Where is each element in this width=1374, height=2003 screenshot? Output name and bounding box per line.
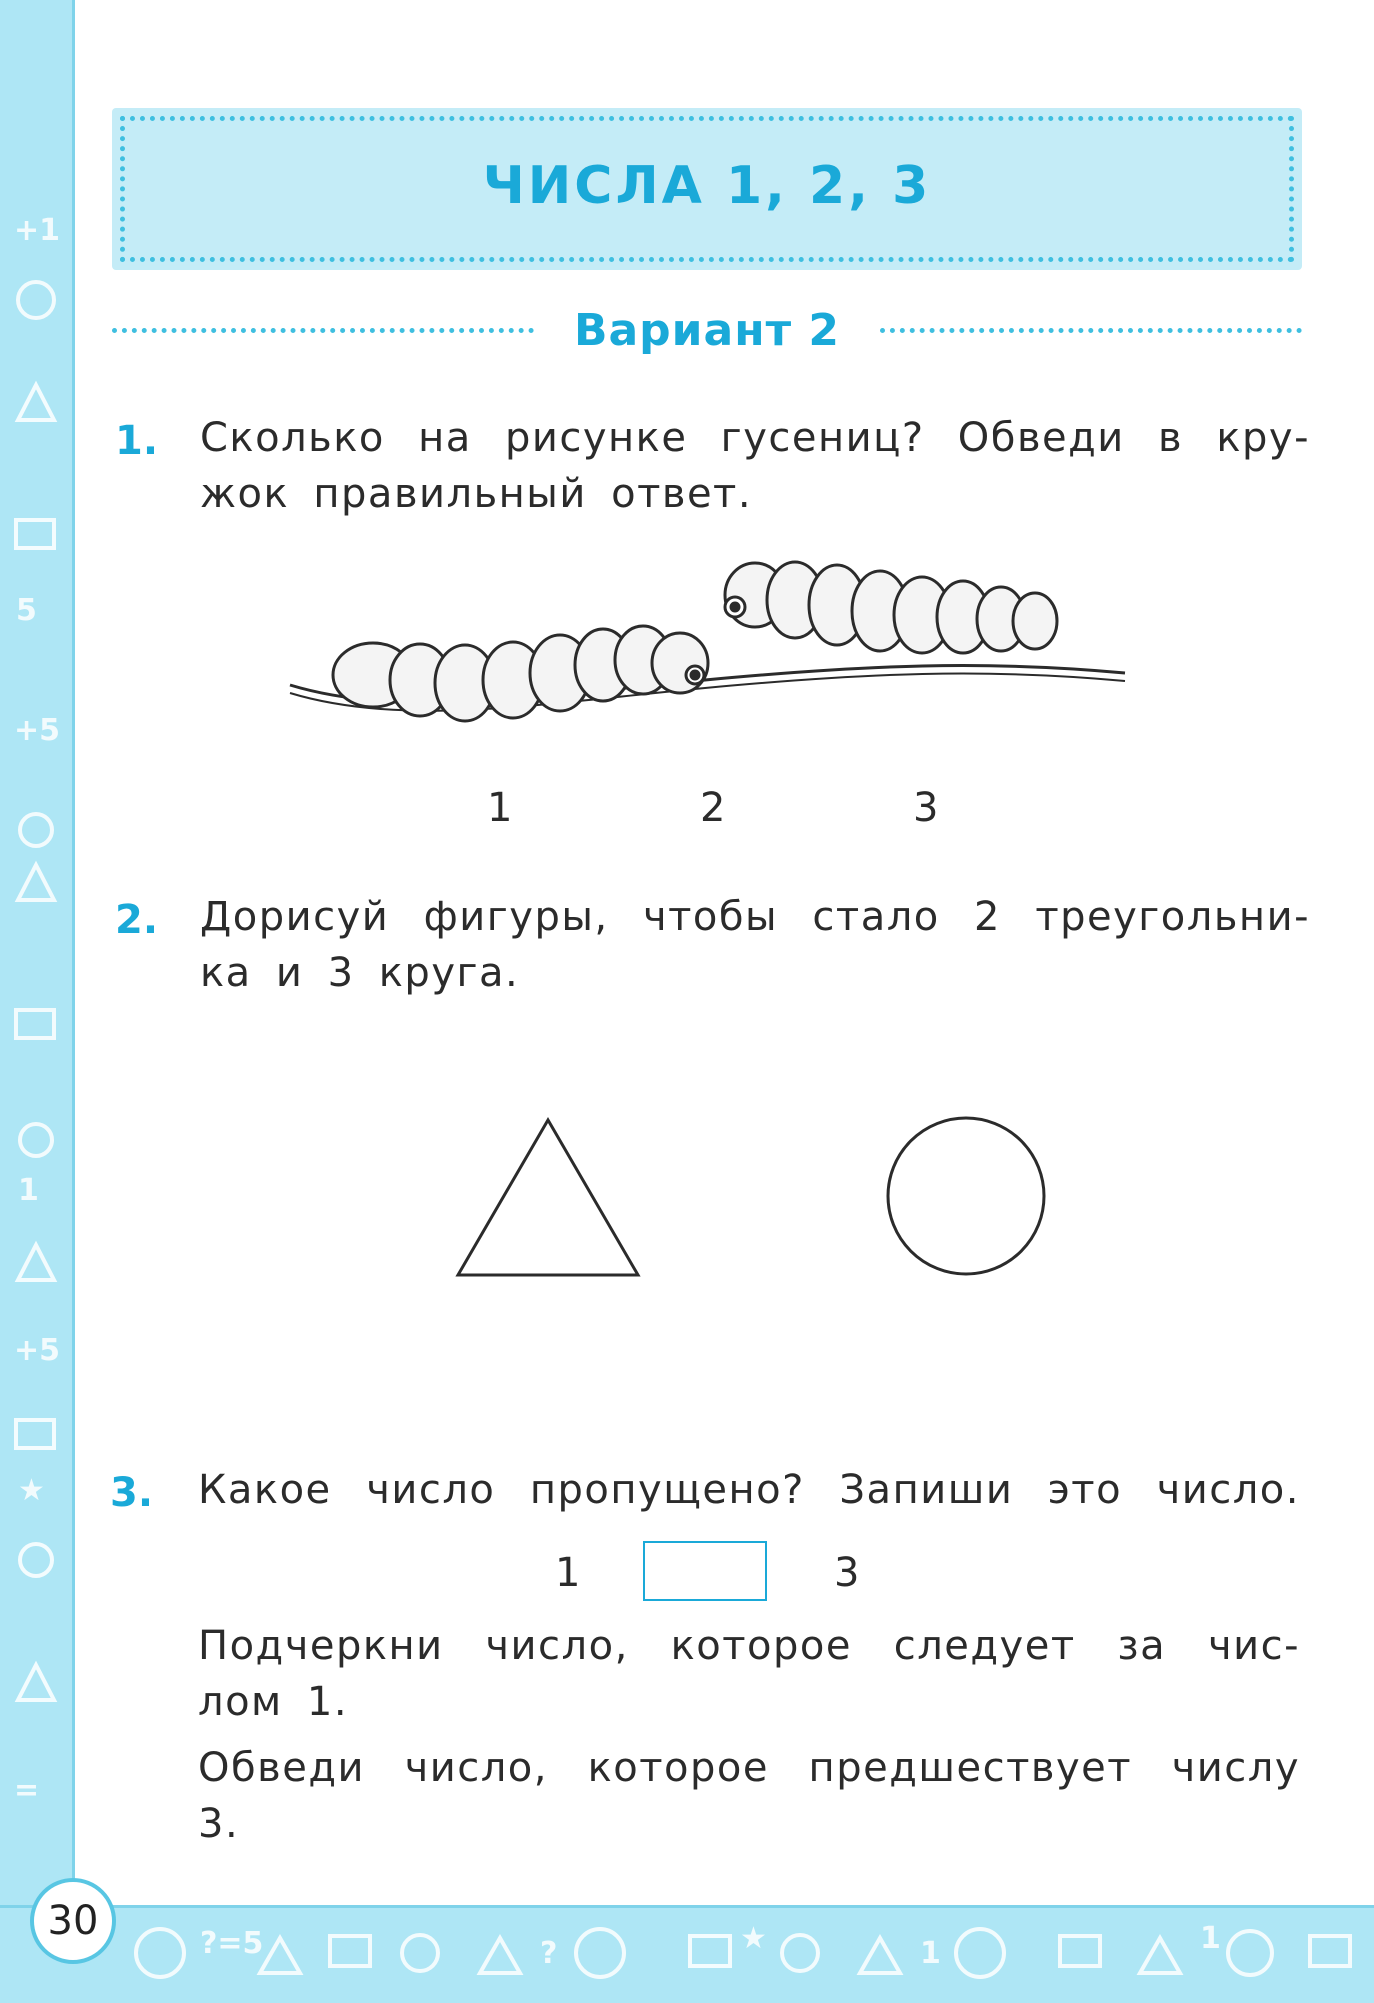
task-1-option-1[interactable]: 1 [487, 785, 513, 831]
task-1-number: 1. [115, 418, 159, 464]
svg-text:★: ★ [740, 1921, 767, 1956]
task-1-option-2[interactable]: 2 [700, 785, 726, 831]
sequence-number-1: 1 [555, 1550, 581, 1596]
dotted-divider-left [112, 328, 534, 333]
sequence-number-3: 3 [834, 1550, 860, 1596]
svg-text:★: ★ [18, 1473, 45, 1508]
task-3-sub1-line-1: Подчеркни число, которое следует за чис- [198, 1623, 1300, 1669]
task-1-option-3[interactable]: 3 [913, 785, 939, 831]
left-decorative-border [0, 0, 75, 1905]
missing-number-input[interactable] [643, 1541, 767, 1601]
page-title: ЧИСЛА 1, 2, 3 [482, 156, 932, 216]
triangle-shape [450, 1110, 650, 1280]
svg-text:+5: +5 [14, 1333, 61, 1368]
variant-header [112, 300, 1302, 360]
task-3-sub2: Обведи число, которое предшествует числу 3. [198, 1745, 1300, 1847]
circle-shape [882, 1110, 1052, 1280]
svg-text:?: ? [540, 1936, 558, 1971]
svg-text:1: 1 [920, 1936, 941, 1971]
svg-text:1: 1 [18, 1173, 39, 1208]
task-2-number: 2. [115, 897, 159, 943]
border-doodles [0, 0, 72, 1905]
task-1-line-2: жок правильный ответ. [200, 471, 753, 517]
task-2-line-1: Дорисуй фигуры, чтобы стало 2 треугольни- [200, 894, 1310, 940]
caterpillars-illustration [285, 545, 1130, 745]
task-2-line-2: ка и 3 круга. [200, 950, 520, 996]
task-1-line-1: Сколько на рисунке гусениц? Обведи в кру- [200, 415, 1310, 461]
task-3-question: Какое число пропущено? Запиши это число. [198, 1467, 1300, 1513]
task-3-sub1-line-2: лом 1. [198, 1679, 349, 1725]
variant-label: Вариант 2 [573, 304, 841, 356]
dotted-divider-right [880, 328, 1302, 333]
border-doodles-bottom [0, 1908, 1374, 2003]
bottom-decorative-border [0, 1905, 1374, 2003]
page-number: 30 [30, 1878, 116, 1964]
svg-text:5: 5 [16, 593, 37, 628]
title-banner [112, 108, 1302, 270]
svg-text:1: 1 [1200, 1921, 1221, 1956]
svg-text:+5: +5 [14, 713, 61, 748]
task-3-number: 3. [110, 1470, 154, 1516]
svg-text:?=5: ?=5 [200, 1926, 264, 1961]
svg-text:=: = [14, 1773, 40, 1808]
caterpillar-2 [725, 562, 1057, 653]
caterpillar-1 [333, 626, 708, 721]
svg-text:+1: +1 [14, 213, 61, 248]
